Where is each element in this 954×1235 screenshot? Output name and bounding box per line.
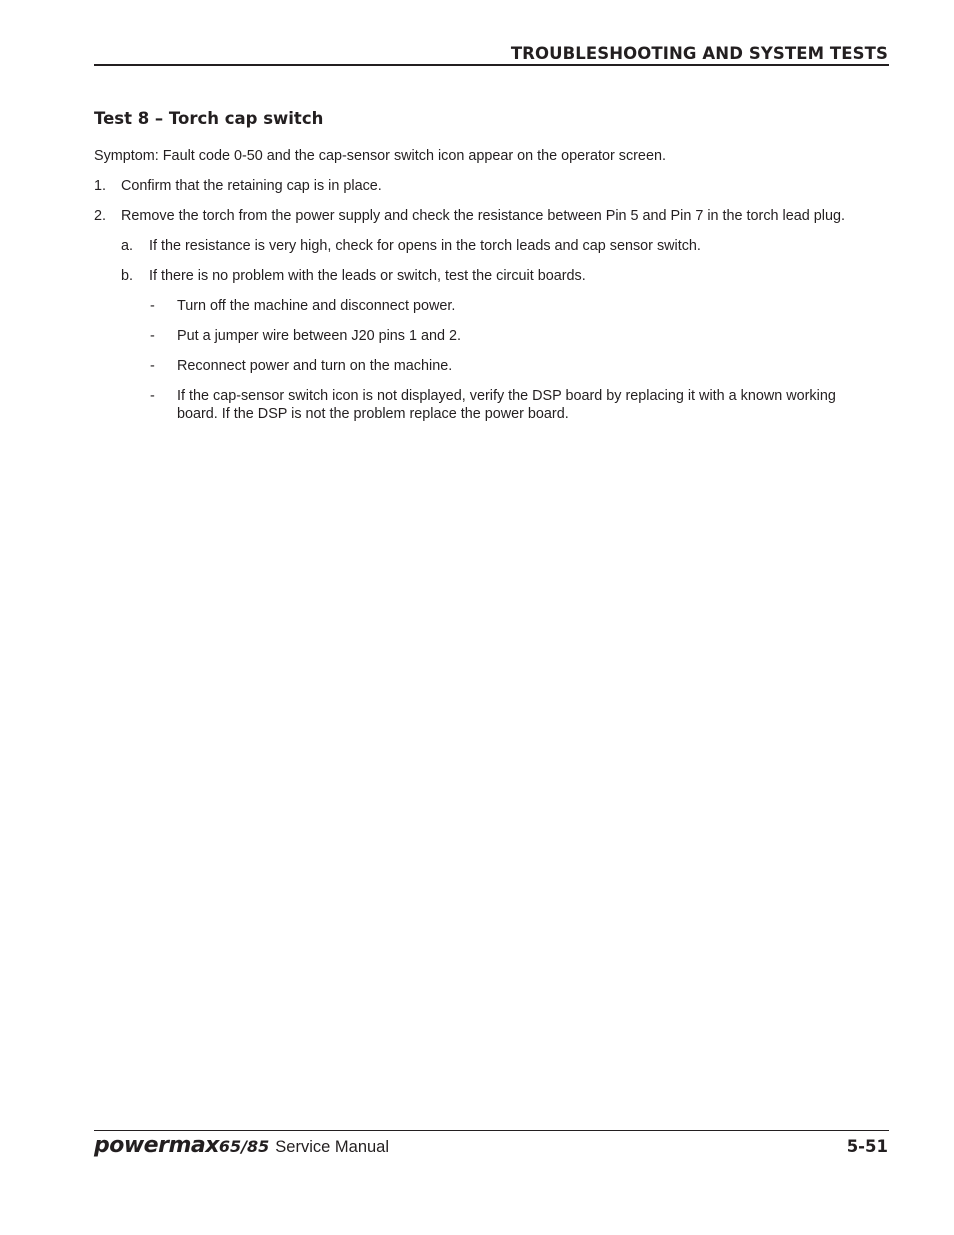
list-marker: 2. (94, 208, 107, 224)
bullet-text: Turn off the machine and disconnect power. (177, 298, 456, 314)
substep-a-text: If the resistance is very high, check for opens in the torch leads and cap sensor switch. (149, 238, 701, 254)
step-1-text: Confirm that the retaining cap is in place. (121, 178, 382, 194)
list-marker: a. (121, 238, 134, 254)
footer-brand (94, 1133, 389, 1158)
bullet-marker: - (150, 328, 155, 344)
page-number: 5-51 (846, 1137, 888, 1156)
symptom-text: Symptom: Fault code 0-50 and the cap-sensor switch icon appear on the operator screen. (94, 148, 666, 164)
list-marker: b. (121, 268, 134, 284)
manual-label: Service Manual (275, 1138, 390, 1156)
bullet-text: Put a jumper wire between J20 pins 1 and 2. (177, 328, 461, 344)
bullet-text: If the cap-sensor switch icon is not displayed, verify the DSP board by replacing it with a known working board. If the DSP is not the problem replace the power board. (177, 388, 836, 422)
bullet-text: Reconnect power and turn on the machine. (177, 358, 453, 374)
step-2-text: Remove the torch from the power supply and check the resistance between Pin 5 and Pin 7 in the torch lead plug. (121, 208, 845, 224)
footer-divider (94, 1130, 889, 1131)
brand-model: 65/85 (218, 1137, 270, 1156)
brand-logo: powermax (94, 1133, 219, 1158)
substep-b-text: If there is no problem with the leads or switch, test the circuit boards. (149, 268, 586, 284)
list-marker: 1. (94, 178, 107, 194)
bullet-marker: - (150, 358, 155, 374)
bullet-marker: - (150, 298, 155, 314)
header-title: TROUBLESHOOTING AND SYSTEM TESTS (510, 44, 888, 63)
section-title: Test 8 – Torch cap switch (94, 109, 324, 128)
bullet-marker: - (150, 388, 155, 404)
header-divider (94, 64, 889, 66)
